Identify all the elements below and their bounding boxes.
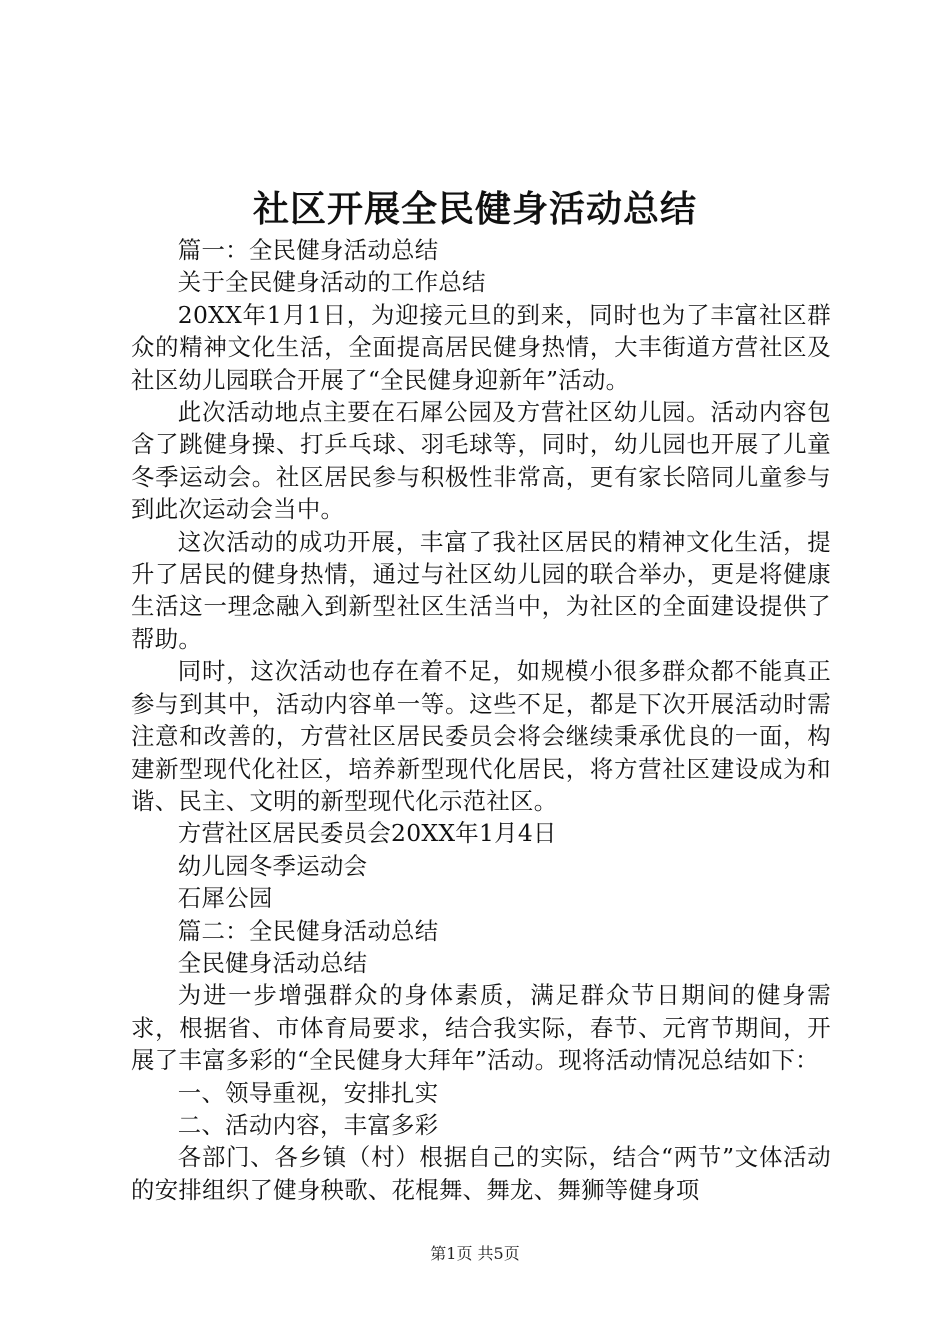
paragraph: 篇二：全民健身活动总结 xyxy=(177,916,439,945)
document-title: 社区开展全民健身活动总结 xyxy=(252,188,697,230)
paragraph: 方营社区居民委员会20XX年1月4日 xyxy=(177,819,557,848)
document-body xyxy=(131,234,831,1206)
paragraph: 全民健身活动总结 xyxy=(177,948,368,977)
paragraph: 关于全民健身活动的工作总结 xyxy=(177,268,486,297)
paragraph: 篇一：全民健身活动总结 xyxy=(177,236,439,264)
paragraph: 此次活动地点主要在石犀公园及方营社区幼儿园。活动内容包含了跳健身操、打乒乓球、羽毛球等，同时，幼儿园也开展了儿童冬季运动会。社区居民参与积极性非常高，更有家长陪同儿童参与到此次运动会当中。 xyxy=(131,398,831,524)
paragraph: 各部门、各乡镇（村）根据自己的实际，结合“两节”文体活动的安排组织了健身秧歌、花棍舞、舞龙、舞狮等健身项 xyxy=(131,1143,831,1204)
paragraph: 同时，这次活动也存在着不足，如规模小很多群众都不能真正参与到其中，活动内容单一等。这些不足，都是下次开展活动时需注意和改善的，方营社区居民委员会将会继续秉承优良的一面，构建新型现代化社区，培养新型现代化居民，将方营社区建设成为和谐、民主、文明的新型现代化示范社区。 xyxy=(131,657,831,815)
paragraph: 20XX年1月1日，为迎接元旦的到来，同时也为了丰富社区群众的精神文化生活，全面提高居民健身热情，大丰街道方营社区及社区幼儿园联合开展了“全民健身迎新年”活动。 xyxy=(131,300,831,394)
paragraph: 这次活动的成功开展，丰富了我社区居民的精神文化生活，提升了居民的健身热情，通过与社区幼儿园的联合举办，更是将健康生活这一理念融入到新型社区生活当中，为社区的全面建设提供了帮助。 xyxy=(131,527,831,653)
page-footer: 第1页 共5页 xyxy=(430,1244,520,1263)
paragraph: 二、活动内容，丰富多彩 xyxy=(177,1110,439,1139)
paragraph: 石犀公园 xyxy=(177,884,273,913)
paragraph: 幼儿园冬季运动会 xyxy=(177,851,368,880)
paragraph: 为进一步增强群众的身体素质，满足群众节日期间的健身需求，根据省、市体育局要求，结合我实际，春节、元宵节期间，开展了丰富多彩的“全民健身大拜年”活动。现将活动情况总结如下： xyxy=(131,981,831,1075)
paragraph: 一、领导重视，安排扎实 xyxy=(177,1078,439,1107)
